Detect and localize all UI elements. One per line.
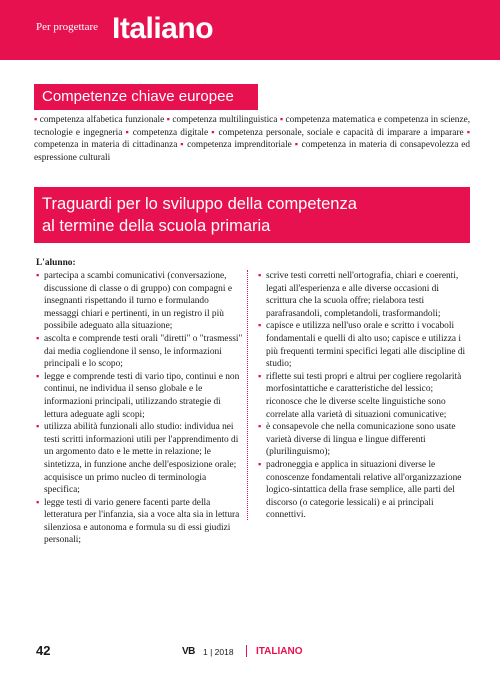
competence-item: competenza imprenditoriale: [187, 140, 292, 151]
list-item: ▪ capisce e utilizza nell'uso orale e scritto i vocaboli fondamentali e quelli di alto uso; capisce e utilizza i più frequenti termini specifici legati alle discipline di studio;: [258, 320, 468, 370]
section-goals-heading: [34, 187, 470, 243]
list-item: ▪ riflette sui testi propri e altrui per cogliere regolarità morfosintattiche e caratteristiche del lessico; riconosce che le diverse scelte linguistiche sono correlate alla varietà di situazioni comunicative;: [258, 371, 468, 421]
bullet-icon: ▪: [166, 115, 170, 125]
section-title-line-1: Traguardi per lo sviluppo della competenza: [42, 195, 357, 213]
list-item: ▪ legge testi di vario genere facenti parte della letteratura per l'infanzia, sia a voce alta sia in lettura silenziosa e autonoma e formula su di essi giudizi personali;: [36, 497, 244, 547]
header-kicker: Per progettare: [36, 21, 98, 33]
goals-list-right: [258, 270, 468, 522]
competence-item: competenza multilinguistica: [172, 115, 278, 125]
header-banner: [0, 0, 500, 60]
competence-item: competenza personale, sociale e capacità di imparare a imparare: [218, 127, 464, 138]
competence-item: competenza matematica e competenza in scienze, tecnologie e ingegneria: [34, 115, 471, 138]
bullet-icon: ▪: [211, 127, 216, 138]
bullet-icon: ▪: [180, 140, 185, 151]
section-title: Competenze chiave europee: [42, 88, 234, 105]
list-item: ▪ partecipa a scambi comunicativi (conversazione, discussione di classe o di gruppo) con compagni e insegnanti rispettando il turno e formulando messaggi chiari e pertinenti, in un registro il più possibile adeguato alla situazione;: [36, 270, 244, 333]
issue-number: 1 | 2018: [203, 647, 234, 657]
footer-separator: [246, 645, 247, 657]
bullet-icon: ▪: [294, 140, 299, 151]
student-intro: L'alunno:: [36, 258, 76, 268]
bullet-icon: ▪: [34, 115, 38, 125]
competence-item: competenza in materia di consapevolezza ed espressione culturali: [34, 140, 471, 163]
column-divider: [247, 270, 248, 520]
competence-item: competenza alfabetica funzionale: [39, 115, 165, 125]
bullet-icon: ▪: [466, 127, 471, 138]
competence-item: competenza digitale: [132, 127, 209, 138]
section-key-competences-heading: [34, 84, 258, 110]
page-title: Italiano: [112, 12, 214, 45]
list-item: ▪ scrive testi corretti nell'ortografia, chiari e coerenti, legati all'esperienza e alle diverse occasioni di scrittura che la scuola offre; rielabora testi parafrasandoli, completandoli, trasformandoli;: [258, 270, 468, 320]
competences-paragraph: [34, 114, 470, 164]
list-item: ▪ padroneggia e applica in situazioni diverse le conoscenze fondamentali relative all'organizzazione logico-sintattica della frase semplice, alle parti del discorso (o categorie lessicali) e ai principali connettivi.: [258, 459, 468, 522]
list-item: ▪ utilizza abilità funzionali allo studio: individua nei testi scritti informazioni utili per l'apprendimento di un argomento dato e le mette in relazione; le sintetizza, in funzione anche dell'esposizione orale; acquisisce un primo nucleo di terminologia specifica;: [36, 421, 244, 497]
list-item: ▪ ascolta e comprende testi orali "diretti" o "trasmessi" dai media cogliendone il senso, le informazioni principali e lo scopo;: [36, 333, 244, 371]
page-number: 42: [36, 643, 51, 658]
bullet-icon: ▪: [279, 115, 284, 125]
goals-list-left: [36, 270, 244, 547]
list-item: ▪ legge e comprende testi di vario tipo, continui e non continui, ne individua il senso globale e le informazioni principali, utilizzando strategie di lettura adeguate agli scopi;: [36, 371, 244, 421]
competence-item: competenza in materia di cittadinanza: [34, 140, 178, 151]
section-title-line-2: al termine della scuola primaria: [42, 217, 271, 235]
bullet-icon: ▪: [125, 127, 130, 138]
list-item: ▪ è consapevole che nella comunicazione sono usate varietà diverse di lingua e lingue differenti (plurilinguismo);: [258, 421, 468, 459]
magazine-logo: VB: [182, 646, 195, 657]
footer-subject: ITALIANO: [256, 646, 303, 657]
